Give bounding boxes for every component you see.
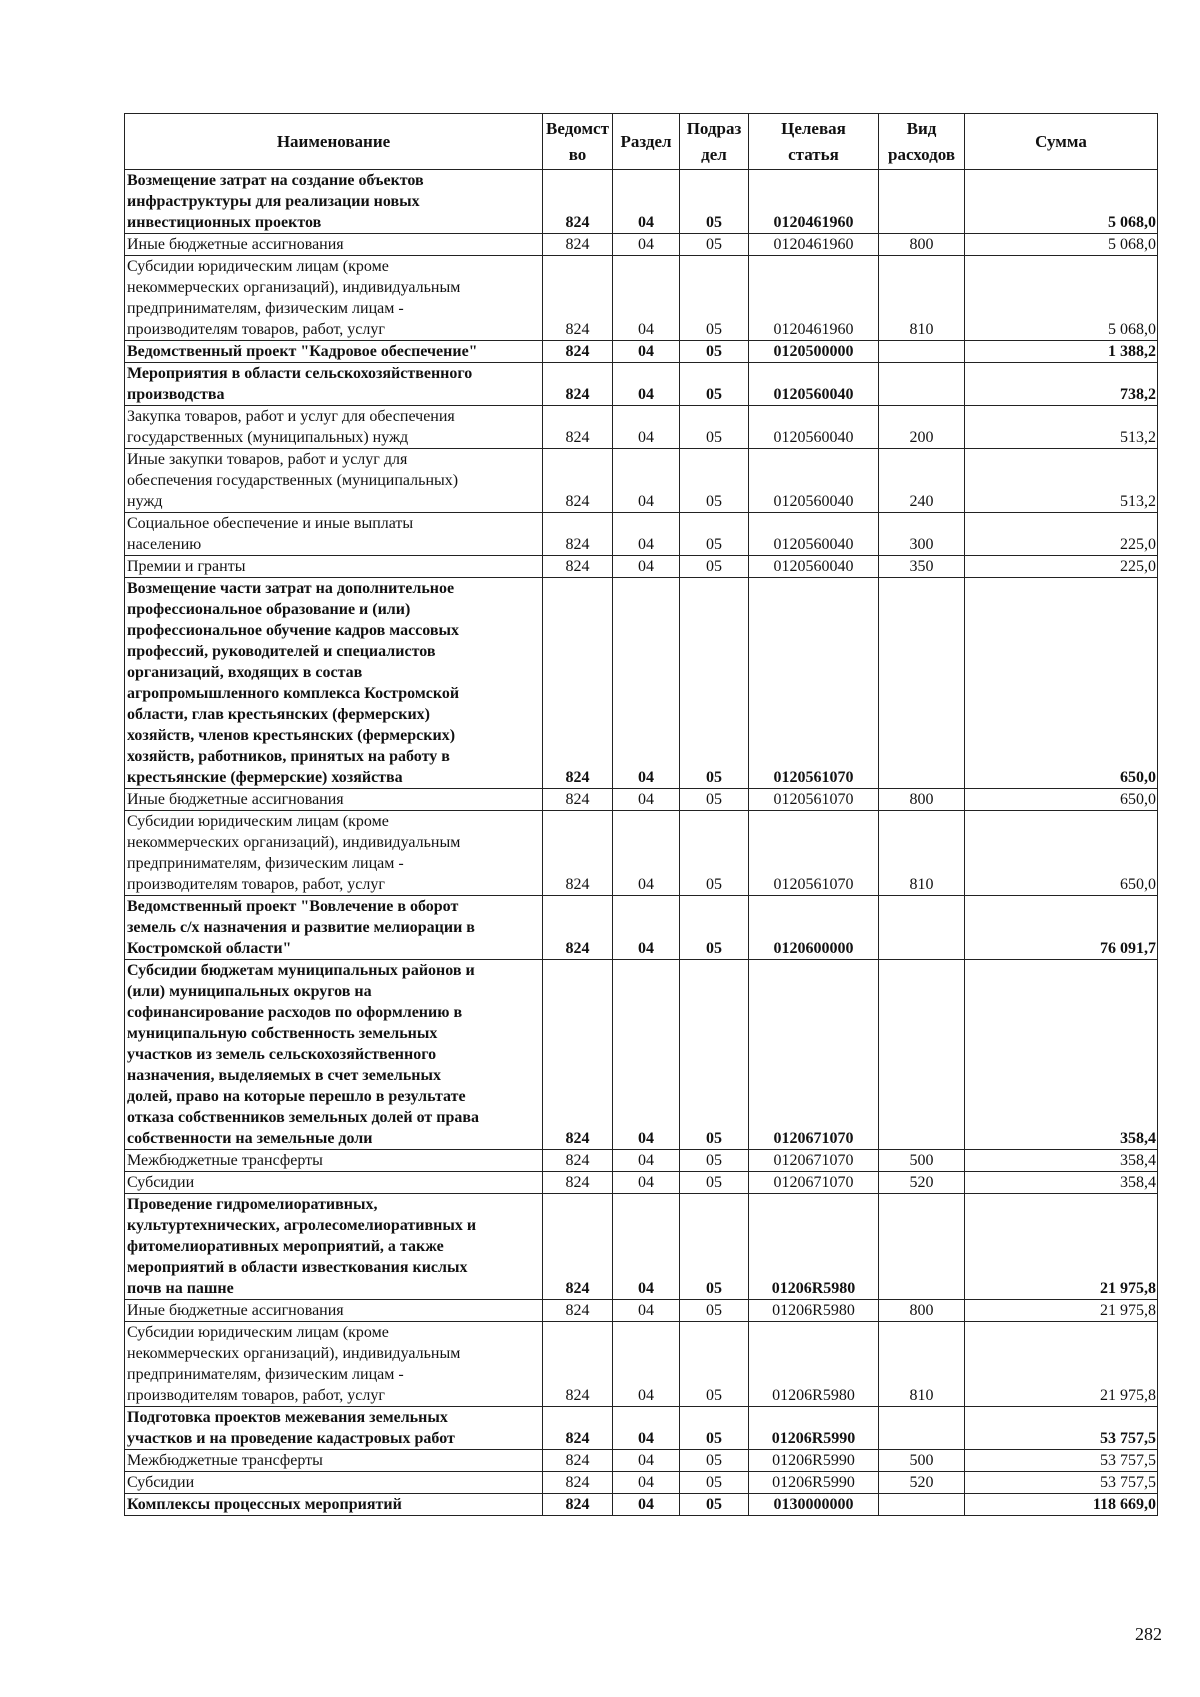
cell-article: 0120600000: [749, 896, 879, 960]
cell-section: 04: [613, 449, 680, 513]
cell-dept: 824: [543, 1322, 613, 1407]
cell-expense: [879, 1407, 965, 1450]
cell-expense: [879, 896, 965, 960]
cell-sum: 21 975,8: [965, 1322, 1158, 1407]
cell-name: Межбюджетные трансферты: [125, 1150, 543, 1172]
cell-expense: [879, 578, 965, 789]
cell-article: 0120560040: [749, 513, 879, 556]
cell-subsection: 05: [680, 1322, 749, 1407]
cell-subsection: 05: [680, 789, 749, 811]
cell-expense: 520: [879, 1172, 965, 1194]
cell-name: Возмещение части затрат на дополнительное профессиональное образование и (или) профессиональное обучение кадров массовых профессий, руководителей и специалистов организаций, входящих в состав агропромышленного комплекса Костромской области, глав крестьянских (фермерских) хозяйств, членов крестьянских (фермерских) хозяйств, работников, принятых на работу в крестьянские (фермерские) хозяйства: [125, 578, 543, 789]
cell-article: 0120560040: [749, 363, 879, 406]
table-row: [125, 406, 1158, 449]
table-row: [125, 578, 1158, 789]
cell-section: 04: [613, 341, 680, 363]
cell-expense: [879, 1494, 965, 1516]
cell-name: Иные бюджетные ассигнования: [125, 789, 543, 811]
cell-article: 01206R5990: [749, 1450, 879, 1472]
table-row: [125, 170, 1158, 234]
table-row: [125, 1494, 1158, 1516]
header-name: Наименование: [125, 114, 543, 170]
cell-sum: 513,2: [965, 449, 1158, 513]
cell-expense: 520: [879, 1472, 965, 1494]
cell-expense: [879, 341, 965, 363]
cell-expense: 810: [879, 811, 965, 896]
cell-sum: 225,0: [965, 513, 1158, 556]
cell-article: 0120671070: [749, 1172, 879, 1194]
cell-sum: 513,2: [965, 406, 1158, 449]
cell-article: 0120461960: [749, 170, 879, 234]
cell-name: Подготовка проектов межевания земельных участков и на проведение кадастровых работ: [125, 1407, 543, 1450]
cell-sum: 358,4: [965, 960, 1158, 1150]
header-subsection: Подраз дел: [680, 114, 749, 170]
table-row: [125, 1194, 1158, 1300]
cell-article: 0120561070: [749, 789, 879, 811]
cell-dept: 824: [543, 1194, 613, 1300]
cell-article: 01206R5990: [749, 1407, 879, 1450]
cell-name: Ведомственный проект "Кадровое обеспечение": [125, 341, 543, 363]
cell-subsection: 05: [680, 556, 749, 578]
table-row: [125, 1172, 1158, 1194]
cell-name: Субсидии юридическим лицам (кроме некоммерческих организаций), индивидуальным предпринимателям, физическим лицам - производителям товаров, работ, услуг: [125, 256, 543, 341]
cell-expense: 810: [879, 256, 965, 341]
table-header-row: [125, 114, 1158, 170]
cell-dept: 824: [543, 1172, 613, 1194]
cell-dept: 824: [543, 513, 613, 556]
table-row: [125, 1450, 1158, 1472]
cell-subsection: 05: [680, 960, 749, 1150]
cell-expense: 200: [879, 406, 965, 449]
cell-name: Иные закупки товаров, работ и услуг для обеспечения государственных (муниципальных) нужд: [125, 449, 543, 513]
table-row: [125, 234, 1158, 256]
cell-subsection: 05: [680, 811, 749, 896]
cell-section: 04: [613, 1494, 680, 1516]
cell-section: 04: [613, 1172, 680, 1194]
cell-sum: 650,0: [965, 789, 1158, 811]
cell-article: 0120560040: [749, 449, 879, 513]
cell-section: 04: [613, 1472, 680, 1494]
cell-subsection: 05: [680, 1407, 749, 1450]
cell-dept: 824: [543, 1150, 613, 1172]
cell-name: Ведомственный проект "Вовлечение в оборот земель с/х назначения и развитие мелиорации в Костромской области": [125, 896, 543, 960]
cell-dept: 824: [543, 789, 613, 811]
cell-dept: 824: [543, 1472, 613, 1494]
cell-sum: 53 757,5: [965, 1407, 1158, 1450]
cell-section: 04: [613, 811, 680, 896]
table-row: [125, 896, 1158, 960]
table-row: [125, 1472, 1158, 1494]
cell-dept: 824: [543, 341, 613, 363]
cell-expense: 300: [879, 513, 965, 556]
cell-subsection: 05: [680, 1300, 749, 1322]
cell-expense: 350: [879, 556, 965, 578]
cell-article: 0120560040: [749, 406, 879, 449]
cell-sum: 1 388,2: [965, 341, 1158, 363]
cell-article: 0120500000: [749, 341, 879, 363]
cell-name: Иные бюджетные ассигнования: [125, 234, 543, 256]
table-row: [125, 449, 1158, 513]
cell-dept: 824: [543, 578, 613, 789]
cell-dept: 824: [543, 406, 613, 449]
cell-expense: 800: [879, 234, 965, 256]
header-dept: Ведомст во: [543, 114, 613, 170]
cell-section: 04: [613, 1450, 680, 1472]
cell-sum: 358,4: [965, 1172, 1158, 1194]
cell-name: Возмещение затрат на создание объектов инфраструктуры для реализации новых инвестиционных проектов: [125, 170, 543, 234]
cell-sum: 53 757,5: [965, 1472, 1158, 1494]
cell-expense: 500: [879, 1450, 965, 1472]
cell-sum: 118 669,0: [965, 1494, 1158, 1516]
cell-article: 01206R5980: [749, 1194, 879, 1300]
cell-dept: 824: [543, 234, 613, 256]
table-row: [125, 789, 1158, 811]
cell-subsection: 05: [680, 1450, 749, 1472]
cell-subsection: 05: [680, 513, 749, 556]
cell-sum: 5 068,0: [965, 170, 1158, 234]
cell-name: Иные бюджетные ассигнования: [125, 1300, 543, 1322]
cell-article: 0120561070: [749, 578, 879, 789]
table-body: [125, 170, 1158, 1516]
cell-dept: 824: [543, 960, 613, 1150]
cell-subsection: 05: [680, 256, 749, 341]
cell-sum: 21 975,8: [965, 1194, 1158, 1300]
table-row: [125, 256, 1158, 341]
cell-subsection: 05: [680, 234, 749, 256]
cell-subsection: 05: [680, 170, 749, 234]
cell-sum: 53 757,5: [965, 1450, 1158, 1472]
cell-article: 01206R5990: [749, 1472, 879, 1494]
cell-section: 04: [613, 170, 680, 234]
cell-name: Субсидии: [125, 1472, 543, 1494]
cell-subsection: 05: [680, 1194, 749, 1300]
cell-section: 04: [613, 234, 680, 256]
cell-name: Субсидии юридическим лицам (кроме некоммерческих организаций), индивидуальным предпринимателям, физическим лицам - производителям товаров, работ, услуг: [125, 811, 543, 896]
header-expense: Вид расходов: [879, 114, 965, 170]
cell-subsection: 05: [680, 896, 749, 960]
header-article: Целевая статья: [749, 114, 879, 170]
cell-article: 0120671070: [749, 1150, 879, 1172]
cell-dept: 824: [543, 1450, 613, 1472]
cell-dept: 824: [543, 449, 613, 513]
cell-expense: [879, 960, 965, 1150]
cell-section: 04: [613, 556, 680, 578]
cell-article: 0130000000: [749, 1494, 879, 1516]
cell-expense: 240: [879, 449, 965, 513]
cell-dept: 824: [543, 256, 613, 341]
cell-name: Комплексы процессных мероприятий: [125, 1494, 543, 1516]
cell-name: Межбюджетные трансферты: [125, 1450, 543, 1472]
cell-article: 0120671070: [749, 960, 879, 1150]
table-row: [125, 1322, 1158, 1407]
cell-dept: 824: [543, 1300, 613, 1322]
cell-sum: 21 975,8: [965, 1300, 1158, 1322]
cell-expense: 800: [879, 1300, 965, 1322]
cell-subsection: 05: [680, 1494, 749, 1516]
cell-name: Закупка товаров, работ и услуг для обеспечения государственных (муниципальных) нужд: [125, 406, 543, 449]
cell-name: Премии и гранты: [125, 556, 543, 578]
cell-expense: 500: [879, 1150, 965, 1172]
cell-expense: [879, 1194, 965, 1300]
cell-sum: 76 091,7: [965, 896, 1158, 960]
table-row: [125, 1300, 1158, 1322]
table-row: [125, 363, 1158, 406]
cell-name: Социальное обеспечение и иные выплаты населению: [125, 513, 543, 556]
table-row: [125, 341, 1158, 363]
cell-section: 04: [613, 513, 680, 556]
cell-subsection: 05: [680, 1472, 749, 1494]
cell-subsection: 05: [680, 341, 749, 363]
cell-section: 04: [613, 578, 680, 789]
cell-dept: 824: [543, 170, 613, 234]
cell-section: 04: [613, 960, 680, 1150]
cell-name: Мероприятия в области сельскохозяйственного производства: [125, 363, 543, 406]
header-section: Раздел: [613, 114, 680, 170]
cell-name: Проведение гидромелиоративных, культуртехнических, агролесомелиоративных и фитомелиоративных мероприятий, а также мероприятий в области известкования кислых почв на пашне: [125, 1194, 543, 1300]
cell-section: 04: [613, 1150, 680, 1172]
cell-name: Субсидии: [125, 1172, 543, 1194]
cell-subsection: 05: [680, 1172, 749, 1194]
cell-section: 04: [613, 256, 680, 341]
cell-sum: 5 068,0: [965, 256, 1158, 341]
page-number: 282: [1135, 1624, 1162, 1644]
cell-article: 0120461960: [749, 234, 879, 256]
cell-section: 04: [613, 1300, 680, 1322]
cell-dept: 824: [543, 556, 613, 578]
cell-section: 04: [613, 1322, 680, 1407]
cell-subsection: 05: [680, 449, 749, 513]
cell-expense: 800: [879, 789, 965, 811]
table-row: [125, 513, 1158, 556]
cell-section: 04: [613, 1407, 680, 1450]
cell-section: 04: [613, 363, 680, 406]
cell-dept: 824: [543, 1494, 613, 1516]
cell-dept: 824: [543, 896, 613, 960]
cell-sum: 650,0: [965, 578, 1158, 789]
cell-section: 04: [613, 406, 680, 449]
cell-name: Субсидии бюджетам муниципальных районов и (или) муниципальных округов на софинансирование расходов по оформлению в муниципальную собственность земельных участков из земель сельскохозяйственного назначения, выделяемых в счет земельных долей, право на которые перешло в результате отказа собственников земельных долей от права собственности на земельные доли: [125, 960, 543, 1150]
cell-sum: 650,0: [965, 811, 1158, 896]
budget-table: [124, 113, 1158, 1516]
cell-article: 0120560040: [749, 556, 879, 578]
cell-article: 0120461960: [749, 256, 879, 341]
cell-sum: 5 068,0: [965, 234, 1158, 256]
header-sum: Сумма: [965, 114, 1158, 170]
cell-subsection: 05: [680, 363, 749, 406]
cell-sum: 358,4: [965, 1150, 1158, 1172]
table-row: [125, 960, 1158, 1150]
table-row: [125, 811, 1158, 896]
table-row: [125, 1407, 1158, 1450]
cell-dept: 824: [543, 811, 613, 896]
cell-subsection: 05: [680, 1150, 749, 1172]
cell-article: 01206R5980: [749, 1322, 879, 1407]
table-row: [125, 556, 1158, 578]
cell-name: Субсидии юридическим лицам (кроме некоммерческих организаций), индивидуальным предпринимателям, физическим лицам - производителям товаров, работ, услуг: [125, 1322, 543, 1407]
cell-article: 0120561070: [749, 811, 879, 896]
cell-sum: 738,2: [965, 363, 1158, 406]
cell-subsection: 05: [680, 406, 749, 449]
cell-article: 01206R5980: [749, 1300, 879, 1322]
cell-dept: 824: [543, 363, 613, 406]
cell-subsection: 05: [680, 578, 749, 789]
cell-expense: [879, 170, 965, 234]
cell-section: 04: [613, 1194, 680, 1300]
cell-sum: 225,0: [965, 556, 1158, 578]
cell-section: 04: [613, 896, 680, 960]
cell-section: 04: [613, 789, 680, 811]
cell-dept: 824: [543, 1407, 613, 1450]
table-row: [125, 1150, 1158, 1172]
cell-expense: 810: [879, 1322, 965, 1407]
cell-expense: [879, 363, 965, 406]
